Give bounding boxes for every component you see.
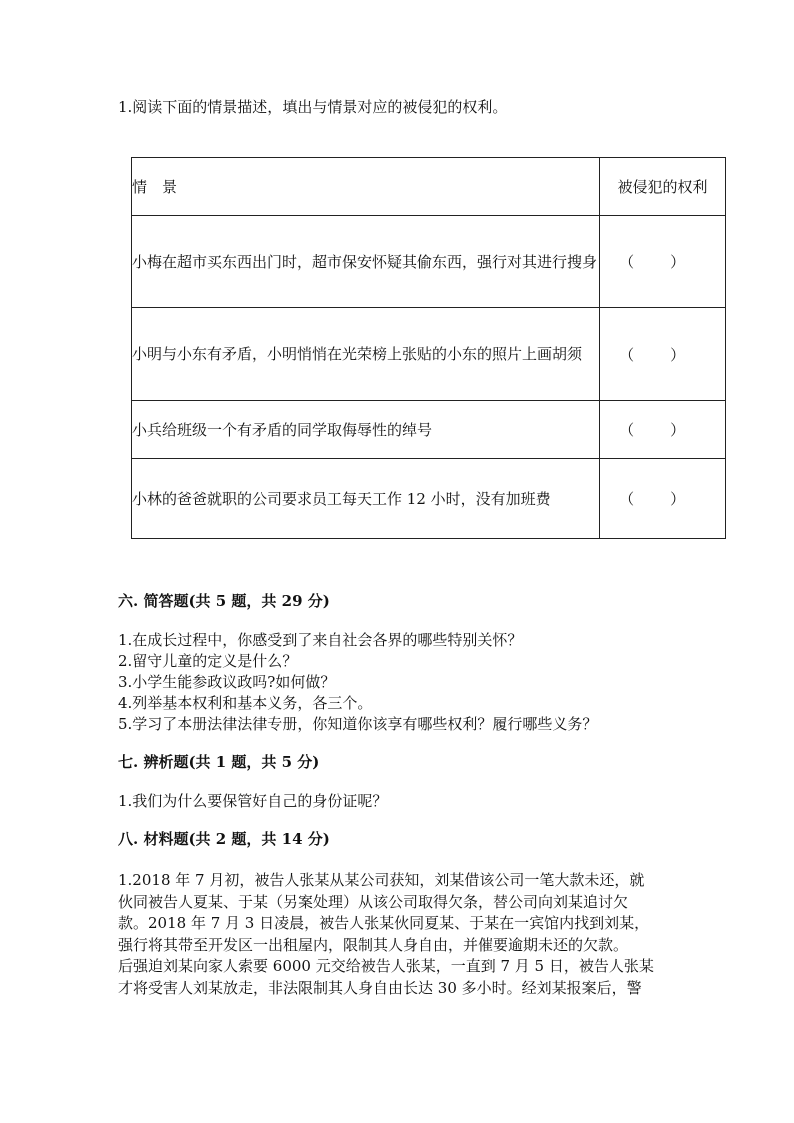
table-header-right: 被侵犯的权利: [600, 158, 726, 216]
paren-open: （: [619, 345, 635, 364]
question-item: 3.小学生能参政议政吗?如何做？: [118, 673, 336, 691]
answer-blank[interactable]: [619, 419, 685, 440]
paren-open: （: [619, 490, 635, 508]
question-item: 5.学习了本册法律法律专册，你知道你该享有哪些权利？履行哪些义务？: [118, 715, 598, 733]
answer-blank[interactable]: [619, 251, 685, 272]
answer-blank[interactable]: [619, 344, 685, 365]
paren-close: ）: [670, 421, 686, 439]
paragraph-line: 伙同被告人夏某、于某（另案处理）从该公司取得欠条，替公司向刘某追讨欠: [118, 892, 629, 911]
question-item: 1.在成长过程中，你感受到了来自社会各界的哪些特别关怀？: [118, 631, 523, 649]
paragraph-line: 1.2018 年 7 月初，被告人张某从某公司获知，刘某借该公司一笔大款未还，就: [118, 871, 645, 889]
scene-cell: 小林的爸爸就职的公司要求员工每天工作 12 小时，没有加班费: [132, 459, 600, 539]
paragraph-line: 后强迫刘某向家人索要 6000 元交给被告人张某，一直到 7 月 5 日，被告人张某: [118, 957, 654, 975]
scene-cell: 小梅在超市买东西出门时，超市保安怀疑其偷东西，强行对其进行搜身: [132, 216, 600, 308]
table-row: [132, 401, 726, 459]
answer-cell[interactable]: [600, 308, 726, 401]
material-paragraph: [118, 870, 684, 999]
question-item: 2.留守儿童的定义是什么？: [118, 652, 298, 670]
table-header-scene: 情 景: [132, 158, 600, 216]
paren-open: （: [619, 253, 635, 271]
table-row: [132, 308, 726, 401]
paren-close: ）: [670, 253, 686, 271]
answer-cell[interactable]: [600, 459, 726, 539]
paren-close: ）: [670, 345, 686, 364]
table-row: [132, 459, 726, 539]
paragraph-line: 款。2018 年 7 月 3 日凌晨，被告人张某伙同夏某、于某在一宾馆内找到刘某，: [118, 914, 650, 932]
table-header-row: [132, 158, 726, 216]
rights-table: [131, 157, 726, 539]
scene-cell: 小明与小东有矛盾，小明悄悄在光荣榜上张贴的小东的照片上画胡须: [132, 308, 600, 401]
answer-blank[interactable]: [619, 488, 685, 509]
question-item: 1.我们为什么要保管好自己的身份证呢？: [118, 792, 388, 810]
section8-title: 八. 材料题(共 2 题，共 14 分): [118, 830, 330, 848]
paren-close: ）: [670, 490, 686, 508]
question-item: 4.列举基本权利和基本义务，各三个。: [118, 694, 373, 712]
scene-cell: 小兵给班级一个有矛盾的同学取侮辱性的绰号: [132, 401, 600, 459]
answer-cell[interactable]: [600, 401, 726, 459]
answer-cell[interactable]: [600, 216, 726, 308]
section6-title: 六. 简答题(共 5 题，共 29 分): [118, 592, 330, 610]
paren-open: （: [619, 421, 635, 439]
section7-title: 七. 辨析题(共 1 题，共 5 分): [118, 753, 320, 771]
table-row: [132, 216, 726, 308]
paragraph-line: 强行将其带至开发区一出租屋内，限制其人身自由，并催要逾期未还的欠款。: [118, 935, 629, 954]
question-intro: 1.阅读下面的情景描述，填出与情景对应的被侵犯的权利。: [118, 98, 508, 116]
paragraph-line: 才将受害人刘某放走，非法限制其人身自由长达 30 多小时。经刘某报案后，警: [118, 978, 642, 997]
